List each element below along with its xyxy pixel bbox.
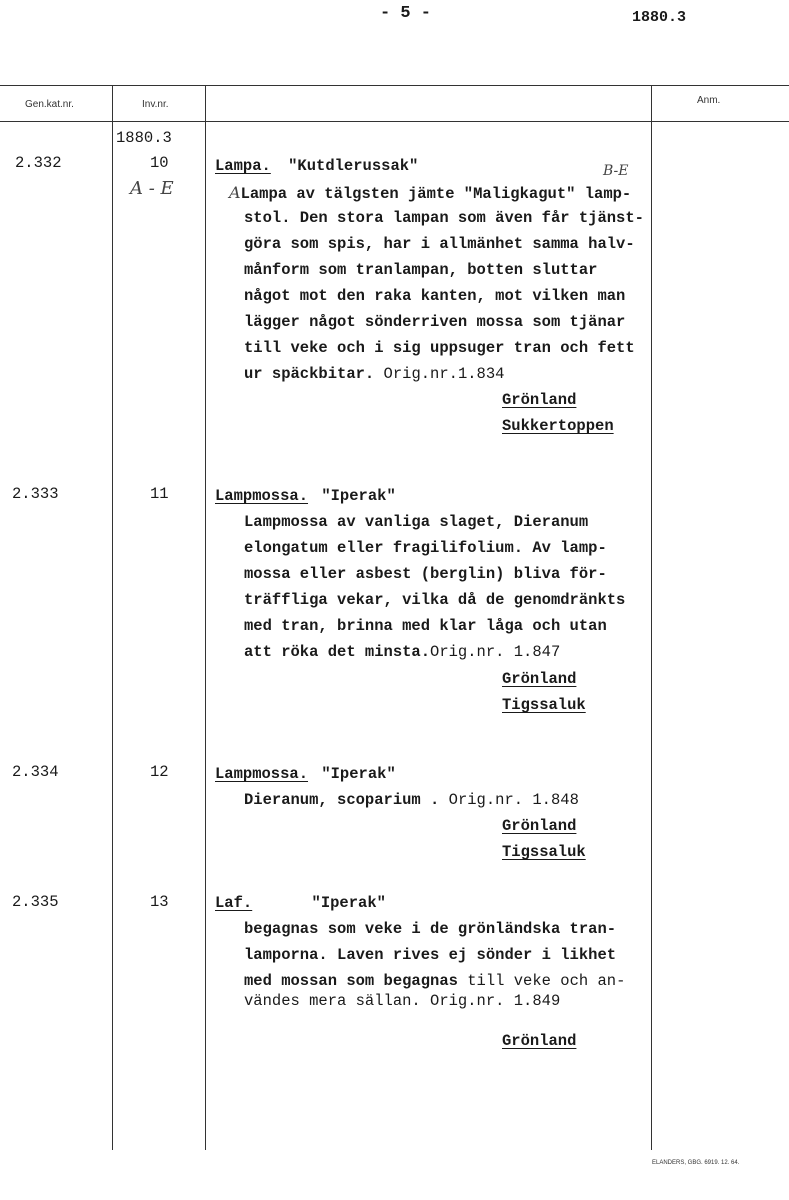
page-number: - 5 -	[380, 4, 432, 23]
handwritten-margin-note: B-E	[603, 163, 629, 179]
description-line: mossa eller asbest (berglin) bliva för-	[244, 565, 607, 583]
entry-title: Laf.	[215, 894, 253, 912]
entry-title: Lampa.	[215, 157, 271, 175]
orig-number: Orig.nr. 1.848	[448, 791, 579, 809]
description-line: lamporna. Laven rives ej sönder i likhet	[244, 946, 617, 964]
place-country: Grönland	[502, 391, 577, 409]
entry-native-name: "Kutdlerussak"	[288, 157, 419, 175]
description-line: att röka det minsta.Orig.nr. 1.847	[244, 643, 561, 661]
description-line: lägger något sönderriven mossa som tjänar	[244, 313, 626, 331]
description-line: Dieranum, scoparium . Orig.nr. 1.848	[244, 791, 579, 809]
entry-title: Lampmossa.	[215, 487, 309, 505]
description-line: med tran, brinna med klar låga och utan	[244, 617, 607, 635]
entry-heading	[215, 487, 396, 505]
place-country: Grönland	[502, 670, 577, 688]
description-line: ALampa av tälgsten jämte "Maligkagut" lamp-	[229, 183, 632, 203]
description-line: ur späckbitar. Orig.nr.1.834	[244, 365, 505, 383]
description-line: Lampmossa av vanliga slaget, Dieranum	[244, 513, 589, 531]
place-locality: Sukkertoppen	[502, 417, 614, 435]
column-divider-inv	[205, 85, 206, 1150]
entry-heading	[215, 894, 386, 912]
inv-number: 10	[150, 154, 169, 172]
description-line: elongatum eller fragilifolium. Av lamp-	[244, 539, 607, 557]
inv-number: 11	[150, 485, 169, 503]
place-country: Grönland	[502, 1032, 577, 1050]
header-anm: Anm.	[697, 95, 721, 106]
place-country: Grönland	[502, 817, 577, 835]
description-line: träffliga vekar, vilka då de genomdränkts	[244, 591, 626, 609]
gen-kat-number: 2.333	[12, 485, 59, 503]
inv-number: 12	[150, 763, 169, 781]
column-divider-gen	[112, 85, 113, 1150]
table-header-border	[0, 121, 789, 122]
gen-kat-number: 2.332	[15, 154, 62, 172]
header-gen-kat-nr: Gen.kat.nr.	[25, 99, 74, 110]
orig-number: Orig.nr.1.834	[383, 365, 505, 383]
column-divider-anm	[651, 85, 652, 1150]
printer-imprint: ELANDERS, GBG. 6919. 12. 64.	[652, 1160, 740, 1166]
entry-native-name: "Iperak"	[311, 894, 386, 912]
handwritten-mark: A	[229, 183, 241, 202]
description-line: med mossan som begagnas till veke och an-	[244, 972, 626, 990]
description-line: stol. Den stora lampan som även får tjänst-	[244, 209, 644, 227]
description-line: till veke och i sig uppsuger tran och fett	[244, 339, 635, 357]
table-top-border	[0, 85, 789, 86]
place-locality: Tigssaluk	[502, 696, 586, 714]
description-line: begagnas som veke i de grönländska tran-	[244, 920, 617, 938]
handwritten-inv-note: A - E	[130, 178, 174, 199]
collection-number: 1880.3	[632, 9, 687, 26]
place-locality: Tigssaluk	[502, 843, 586, 861]
description-line: vändes mera sällan. Orig.nr. 1.849	[244, 992, 561, 1010]
description-line: månform som tranlampan, botten sluttar	[244, 261, 598, 279]
entry-native-name: "Iperak"	[321, 765, 396, 783]
header-inv-nr: Inv.nr.	[142, 99, 169, 110]
gen-kat-number: 2.334	[12, 763, 59, 781]
entry-native-name: "Iperak"	[321, 487, 396, 505]
orig-number: Orig.nr. 1.847	[430, 643, 561, 661]
entry-heading	[215, 157, 418, 175]
gen-kat-number: 2.335	[12, 893, 59, 911]
description-line: göra som spis, har i allmänhet samma halv-	[244, 235, 635, 253]
inv-group-label: 1880.3	[116, 129, 172, 147]
inv-number: 13	[150, 893, 169, 911]
entry-title: Lampmossa.	[215, 765, 309, 783]
description-line: något mot den raka kanten, mot vilken man	[244, 287, 626, 305]
entry-heading	[215, 765, 396, 783]
